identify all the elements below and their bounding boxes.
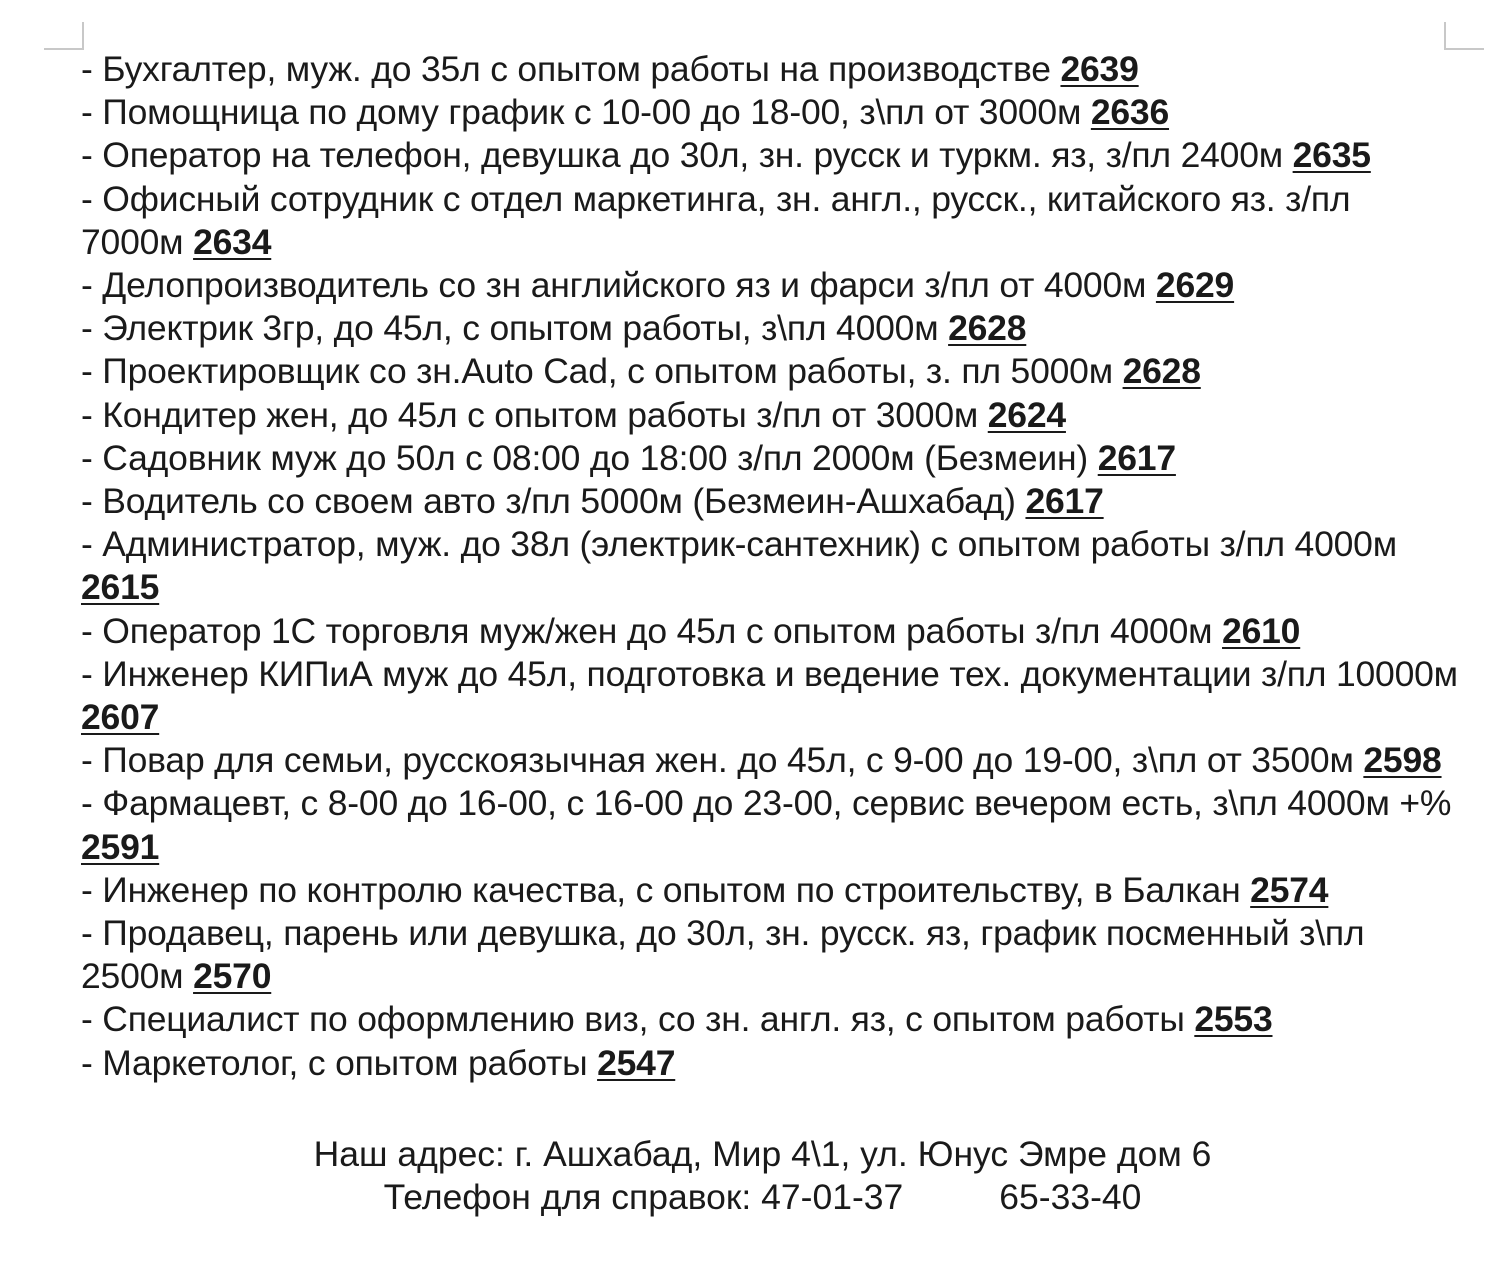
list-item [81, 91, 1461, 134]
list-item [81, 394, 1461, 437]
list-item [81, 350, 1461, 393]
listing-code: 2615 [81, 567, 160, 608]
listing-text: - Офисный сотрудник с отдел маркетинга, зн. англ., русск., китайского яз. з/пл 7000м [81, 178, 1351, 262]
list-item [81, 307, 1461, 350]
listing-text: - Оператор 1С торговля муж/жен до 45л с опытом работы з/пл 4000м [81, 610, 1213, 651]
listing-code: 2591 [81, 826, 160, 867]
phone-line [0, 1176, 1500, 1219]
list-item [81, 912, 1461, 998]
listing-text: - Продавец, парень или девушка, до 30л, зн. русск. яз, график посменный з\пл 2500м [81, 913, 1365, 997]
listing-text: - Инженер по контролю качества, с опытом по строительству, в Балкан [81, 869, 1241, 910]
list-item [81, 739, 1461, 782]
listing-code: 2617 [1097, 437, 1176, 478]
listing-text: - Фармацевт, с 8-00 до 16-00, с 16-00 до 23-00, сервис вечером есть, з\пл 4000м +% [81, 783, 1452, 824]
listing-code: 2553 [1194, 999, 1273, 1040]
listing-code: 2598 [1363, 740, 1442, 781]
listing-code: 2624 [987, 394, 1066, 435]
listing-code: 2639 [1060, 49, 1139, 89]
list-item [81, 610, 1461, 653]
phone-label: Телефон для справок: 47-01-37 [383, 1177, 904, 1217]
listing-text: - Помощница по дому график с 10-00 до 18-00, з\пл от 3000м [81, 92, 1082, 133]
listing-text: - Инженер КИПиА муж до 45л, подготовка и ведение тех. документации з/пл 10000м [81, 653, 1458, 694]
listing-text: - Электрик 3гр, до 45л, с опытом работы, з\пл 4000м [81, 308, 939, 349]
list-item [81, 782, 1461, 868]
listing-text: - Проектировщик со зн.Auto Cad, с опытом работы, з. пл 5000м [81, 351, 1113, 392]
list-item [81, 523, 1461, 609]
list-item [81, 653, 1461, 739]
listing-text: - Водитель со своем авто з/пл 5000м (Безмеин-Ашхабад) [81, 481, 1016, 522]
phone-second: 65-33-40 [999, 1177, 1142, 1217]
listing-code: 2628 [948, 308, 1027, 349]
listing-text: - Повар для семьи, русскоязычная жен. до 45л, с 9-00 до 19-00, з\пл от 3500м [81, 740, 1354, 781]
list-item [81, 869, 1461, 912]
listing-code: 2547 [597, 1042, 676, 1083]
listing-code: 2636 [1090, 92, 1170, 133]
listing-text: - Администратор, муж. до 38л (электрик-сантехник) с опытом работы з/пл 4000м [81, 524, 1397, 565]
listing-text: - Бухгалтер, муж. до 35л с опытом работы на производстве [81, 49, 1051, 89]
job-listings [81, 48, 1461, 1085]
listing-code: 2634 [193, 221, 272, 262]
listing-text: - Оператор на телефон, девушка до 30л, зн. русск и туркм. яз, з/пл 2400м [81, 135, 1283, 176]
listing-code: 2635 [1292, 135, 1371, 176]
listing-code: 2629 [1155, 265, 1235, 306]
listing-code: 2610 [1222, 610, 1301, 651]
listing-text: - Делопроизводитель со зн английского яз и фарси з/пл от 4000м [81, 265, 1147, 306]
list-item [81, 134, 1461, 177]
listing-code: 2574 [1250, 869, 1329, 910]
list-item [81, 48, 1461, 91]
listing-text: - Кондитер жен, до 45л с опытом работы з/пл от 3000м [81, 394, 979, 435]
list-item [81, 480, 1461, 523]
address-line: Наш адрес: г. Ашхабад, Мир 4\1, ул. Юнус Эмре дом 6 [313, 1134, 1212, 1174]
listing-code: 2617 [1025, 481, 1104, 522]
listing-text: - Садовник муж до 50л с 08:00 до 18:00 з/пл 2000м (Безмеин) [81, 437, 1089, 478]
list-item [81, 264, 1461, 307]
list-item [81, 437, 1461, 480]
crop-mark-top-left [44, 22, 84, 50]
listing-text: - Специалист по оформлению виз, со зн. англ. яз, с опытом работы [81, 999, 1185, 1040]
listing-code: 2628 [1122, 351, 1201, 392]
list-item [81, 178, 1461, 264]
listing-text: - Маркетолог, с опытом работы [81, 1042, 588, 1083]
listing-code: 2607 [81, 697, 160, 738]
list-item [81, 1042, 1461, 1085]
crop-mark-top-right [1444, 22, 1484, 50]
listing-code: 2570 [193, 956, 272, 997]
list-item [81, 998, 1461, 1041]
